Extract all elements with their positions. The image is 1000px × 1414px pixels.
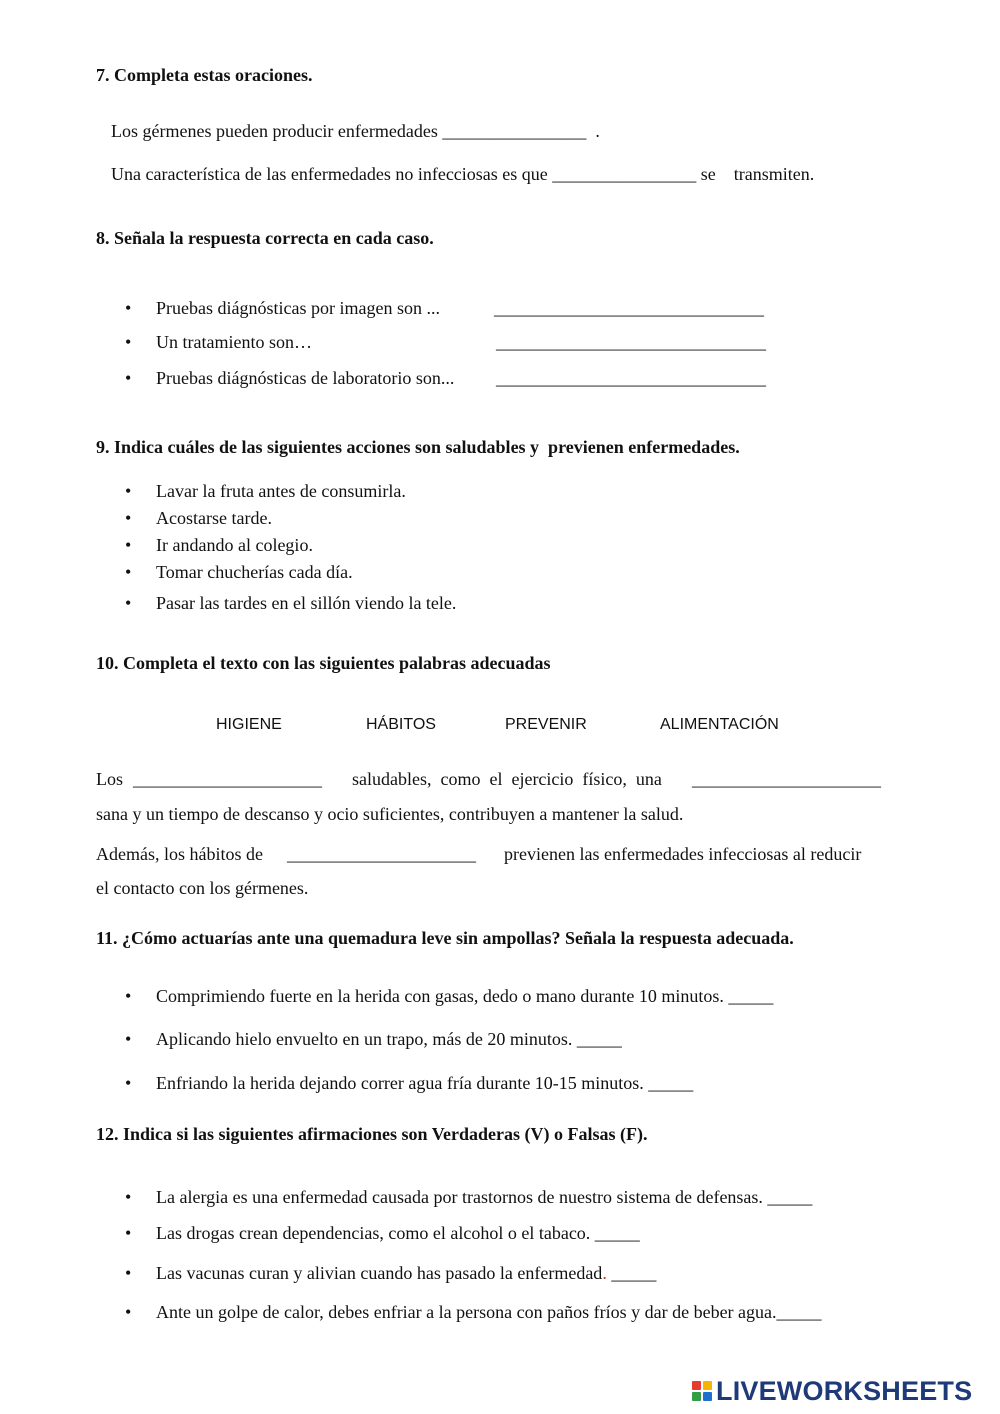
- bullet: •: [125, 1302, 132, 1322]
- bullet: •: [125, 368, 132, 388]
- bullet: •: [125, 1223, 132, 1243]
- q8-item-3-blank[interactable]: ______________________________: [496, 368, 766, 388]
- q10-heading: 10. Completa el texto con las siguientes palabras adecuadas: [96, 653, 551, 673]
- bullet: •: [125, 481, 132, 501]
- bullet: •: [125, 1187, 132, 1207]
- q12-heading: 12. Indica si las siguientes afirmaciones son Verdaderas (V) o Falsas (F).: [96, 1124, 648, 1144]
- q10-line4: el contacto con los gérmenes.: [96, 878, 309, 898]
- q9-heading: 9. Indica cuáles de las siguientes acciones son saludables y previenen enfermedades.: [96, 437, 740, 457]
- q7-sentence-2: Una característica de las enfermedades no infecciosas es que ________________ se transmiten.: [111, 164, 815, 184]
- liveworksheets-logo: [692, 1376, 972, 1406]
- q10-blank-3[interactable]: _____________________: [287, 844, 476, 864]
- q9-item-3: Ir andando al colegio.: [156, 535, 313, 555]
- bullet: •: [125, 1263, 132, 1283]
- logo-text: LIVEWORKSHEETS: [716, 1375, 973, 1406]
- q10-line1-mid: saludables, como el ejercicio físico, una: [352, 769, 662, 789]
- q9-item-1: Lavar la fruta antes de consumirla.: [156, 481, 406, 501]
- word-bank-alimentacion: ALIMENTACIÓN: [660, 716, 779, 733]
- q10-line1-los: Los: [96, 769, 123, 789]
- q12-statement-3-blank[interactable]: _____: [606, 1263, 657, 1283]
- word-bank-prevenir: PREVENIR: [505, 716, 587, 733]
- q10-line2: sana y un tiempo de descanso y ocio suficientes, contribuyen a mantener la salud.: [96, 804, 684, 824]
- bullet: •: [125, 535, 132, 555]
- q10-blank-2[interactable]: _____________________: [692, 769, 881, 789]
- bullet: •: [125, 1029, 132, 1049]
- q12-statement-3-text: Las vacunas curan y alivian cuando has pasado la enfermedad: [156, 1263, 603, 1283]
- logo-square-icon: [703, 1381, 712, 1390]
- q12-statement-3[interactable]: [156, 1264, 656, 1282]
- q8-heading: 8. Señala la respuesta correcta en cada caso.: [96, 228, 434, 248]
- q8-item-1-blank[interactable]: ______________________________: [494, 298, 764, 318]
- q12-statement-2[interactable]: Las drogas crean dependencias, como el alcohol o el tabaco. _____: [156, 1223, 640, 1243]
- q9-item-4: Tomar chucherías cada día.: [156, 562, 353, 582]
- logo-square-icon: [692, 1381, 701, 1390]
- q8-item-3: Pruebas diágnósticas de laboratorio son...: [156, 368, 455, 388]
- bullet: •: [125, 562, 132, 582]
- q7-heading: 7. Completa estas oraciones.: [96, 65, 313, 85]
- bullet: •: [125, 593, 132, 613]
- q11-option-3[interactable]: Enfriando la herida dejando correr agua fría durante 10-15 minutos. _____: [156, 1073, 694, 1093]
- q11-option-2[interactable]: Aplicando hielo envuelto en un trapo, más de 20 minutos. _____: [156, 1029, 622, 1049]
- q8-item-1: Pruebas diágnósticas por imagen son ...: [156, 298, 440, 318]
- bullet: •: [125, 986, 132, 1006]
- q9-item-2: Acostarse tarde.: [156, 508, 272, 528]
- q12-statement-3-period: .: [602, 1263, 607, 1283]
- q9-item-5: Pasar las tardes en el sillón viendo la tele.: [156, 593, 457, 613]
- q10-blank-1[interactable]: _____________________: [133, 769, 322, 789]
- q11-option-1[interactable]: Comprimiendo fuerte en la herida con gasas, dedo o mano durante 10 minutos. _____: [156, 986, 774, 1006]
- logo-mark-icon: [692, 1381, 712, 1401]
- q12-statement-1[interactable]: La alergia es una enfermedad causada por trastornos de nuestro sistema de defensas. _____: [156, 1187, 813, 1207]
- q8-item-2: Un tratamiento son…: [156, 332, 312, 352]
- q10-line3-post: previenen las enfermedades infecciosas al reducir: [504, 844, 862, 864]
- logo-square-icon: [703, 1392, 712, 1401]
- bullet: •: [125, 332, 132, 352]
- q10-line3-pre: Además, los hábitos de: [96, 844, 263, 864]
- logo-square-icon: [692, 1392, 701, 1401]
- word-bank-higiene: HIGIENE: [216, 716, 282, 733]
- word-bank-habitos: HÁBITOS: [366, 716, 436, 733]
- bullet: •: [125, 298, 132, 318]
- q7-sentence-1: Los gérmenes pueden producir enfermedades ________________ .: [111, 121, 600, 141]
- q11-heading: 11. ¿Cómo actuarías ante una quemadura leve sin ampollas? Señala la respuesta adecuada.: [96, 928, 794, 948]
- bullet: •: [125, 1073, 132, 1093]
- q12-statement-4[interactable]: Ante un golpe de calor, debes enfriar a la persona con paños fríos y dar de beber agua._____: [156, 1302, 822, 1322]
- q8-item-2-blank[interactable]: ______________________________: [496, 332, 766, 352]
- bullet: •: [125, 508, 132, 528]
